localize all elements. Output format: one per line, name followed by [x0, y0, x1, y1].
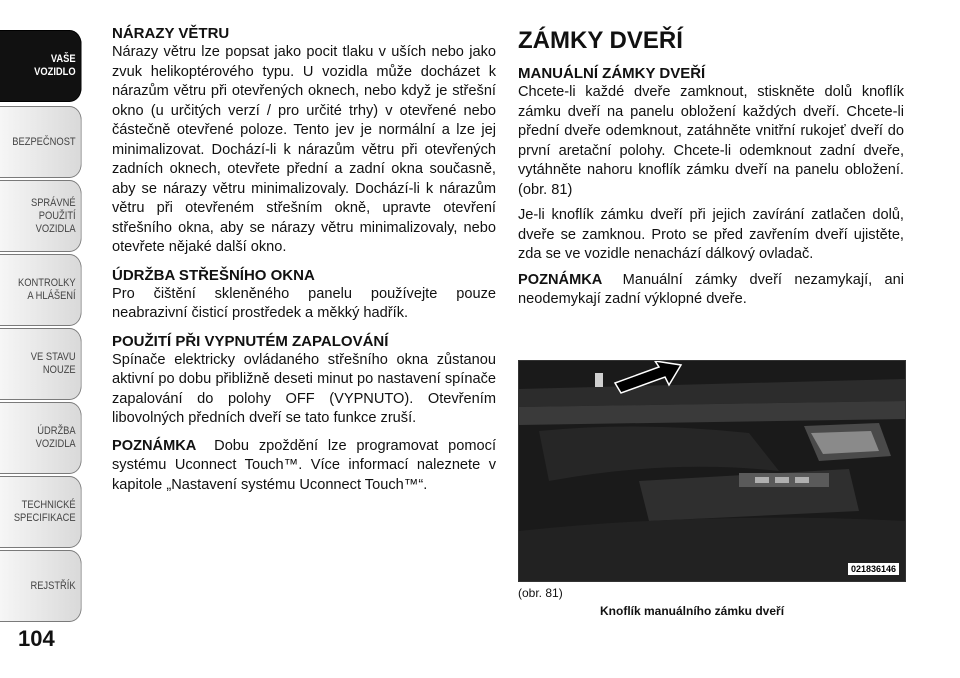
- section-heading: NÁRAZY VĚTRU: [112, 25, 230, 42]
- tab-label: VAŠE VOZIDLO: [34, 53, 76, 78]
- paragraph: Spínače elektricky ovládaného střešního okna zůstanou aktivní po dobu přibližně deseti minut po nastavení spínače zapalování do polohy OFF (VYPNUTO). Otevřením libovolných předních dveří se tato funkce zruší.: [112, 351, 496, 426]
- section-heading: POUŽITÍ PŘI VYPNUTÉM ZAPALOVÁNÍ: [112, 332, 389, 350]
- right-column: [518, 24, 904, 316]
- paragraph: Pro čištění skleněného panelu používejte pouze neabrazivní čisticí prostředek a měkký hadřík.: [112, 285, 496, 321]
- section-heading: ÚDRŽBA STŘEŠNÍHO OKNA: [112, 266, 315, 284]
- door-panel-illustration: [519, 361, 905, 581]
- note-text: Manuální zámky dveří nezamykají, ani neodemykají zadní výklopné dveře.: [518, 271, 904, 307]
- tab-label: SPRÁVNÉ POUŽITÍ VOZIDLA: [30, 196, 76, 235]
- note: [112, 437, 496, 496]
- note-label: POZNÁMKA: [518, 271, 603, 288]
- page-number: 104: [18, 626, 55, 651]
- tab-label: KONTROLKY A HLÁŠENÍ: [17, 277, 76, 302]
- paragraph: Chcete-li každé dveře zamknout, stiskněte dolů knoflík zámku dveří na panelu obložení každých dveří. Chcete-li přední dveře odemknout, zatáhněte vnitřní rukojeť dveří do první aretační polohy. Chcete-li odemknout zadní dveře, vytáhněte nahoru knoflík zámku dveří na panelu obložení. (obr. 81): [518, 84, 904, 198]
- sidebar-tab-rejstrik[interactable]: [0, 550, 82, 622]
- section-heading: MANUÁLNÍ ZÁMKY DVEŘÍ: [518, 65, 706, 82]
- tab-label: REJSTŘÍK: [30, 579, 76, 592]
- tab-label: ÚDRŽBA VOZIDLA: [35, 425, 76, 450]
- note-label: POZNÁMKA: [112, 437, 197, 454]
- lock-knob: [595, 373, 603, 387]
- tab-label: BEZPEČNOST: [12, 135, 76, 148]
- paragraph: Nárazy větru lze popsat jako pocit tlaku v uších nebo jako zvuk helikoptérového typu. U vozidla může docházet k nárazům větru při otevřených oknech, nebo když je střešní okno (u určitých verzí / pro určité trhy) v otevřené nebo částečně otevřené poloze. Tento jev je normální a lze jej minimalizovat. Dochází-li k nárazům větru při otevřených zadních oknech, otevřete přední a zadní okna současně, aby se nárazy větru minimalizovaly. Dochází-li k nárazům větru při otevřeném střešním okně, upravte otevření střešního okna, aby se nárazy větru minimalizovaly, nebo otevřete nějaké další okno.: [112, 44, 496, 255]
- sidebar-tab-bezpecnost[interactable]: [0, 106, 82, 178]
- note: [518, 271, 904, 310]
- figure-caption: Knoflík manuálního zámku dveří: [600, 604, 785, 618]
- photo-code: 021836146: [848, 563, 899, 575]
- sidebar-tab-spravne-pouziti[interactable]: [0, 180, 82, 252]
- tab-label: TECHNICKÉ SPECIFIKACE: [13, 499, 76, 524]
- paragraph: Je-li knoflík zámku dveří při jejich zavírání zatlačen dolů, dveře se zamknou. Proto se před zavřením dveří ujistěte, zda se ve vozidle nenachází dálkový ovladač.: [518, 207, 904, 262]
- sidebar-tab-kontrolky[interactable]: [0, 254, 82, 326]
- sidebar-tab-vase-vozidlo[interactable]: [0, 30, 82, 102]
- door-panel-photo: [518, 360, 906, 582]
- tab-label: VE STAVU NOUZE: [30, 351, 76, 376]
- sidebar-tab-ve-stavu-nouze[interactable]: [0, 328, 82, 400]
- sidebar-tab-technicke[interactable]: [0, 476, 82, 548]
- note-text: Dobu zpoždění lze programovat pomocí systému Uconnect Touch™. Více informací naleznete v kapitole „Nastavení systému Uconnect Touch™“.: [112, 437, 496, 493]
- page-title: ZÁMKY DVEŘÍ: [518, 27, 683, 54]
- figure-reference: (obr. 81): [518, 586, 563, 600]
- left-column: [112, 24, 496, 501]
- sidebar-tab-udrzba[interactable]: [0, 402, 82, 474]
